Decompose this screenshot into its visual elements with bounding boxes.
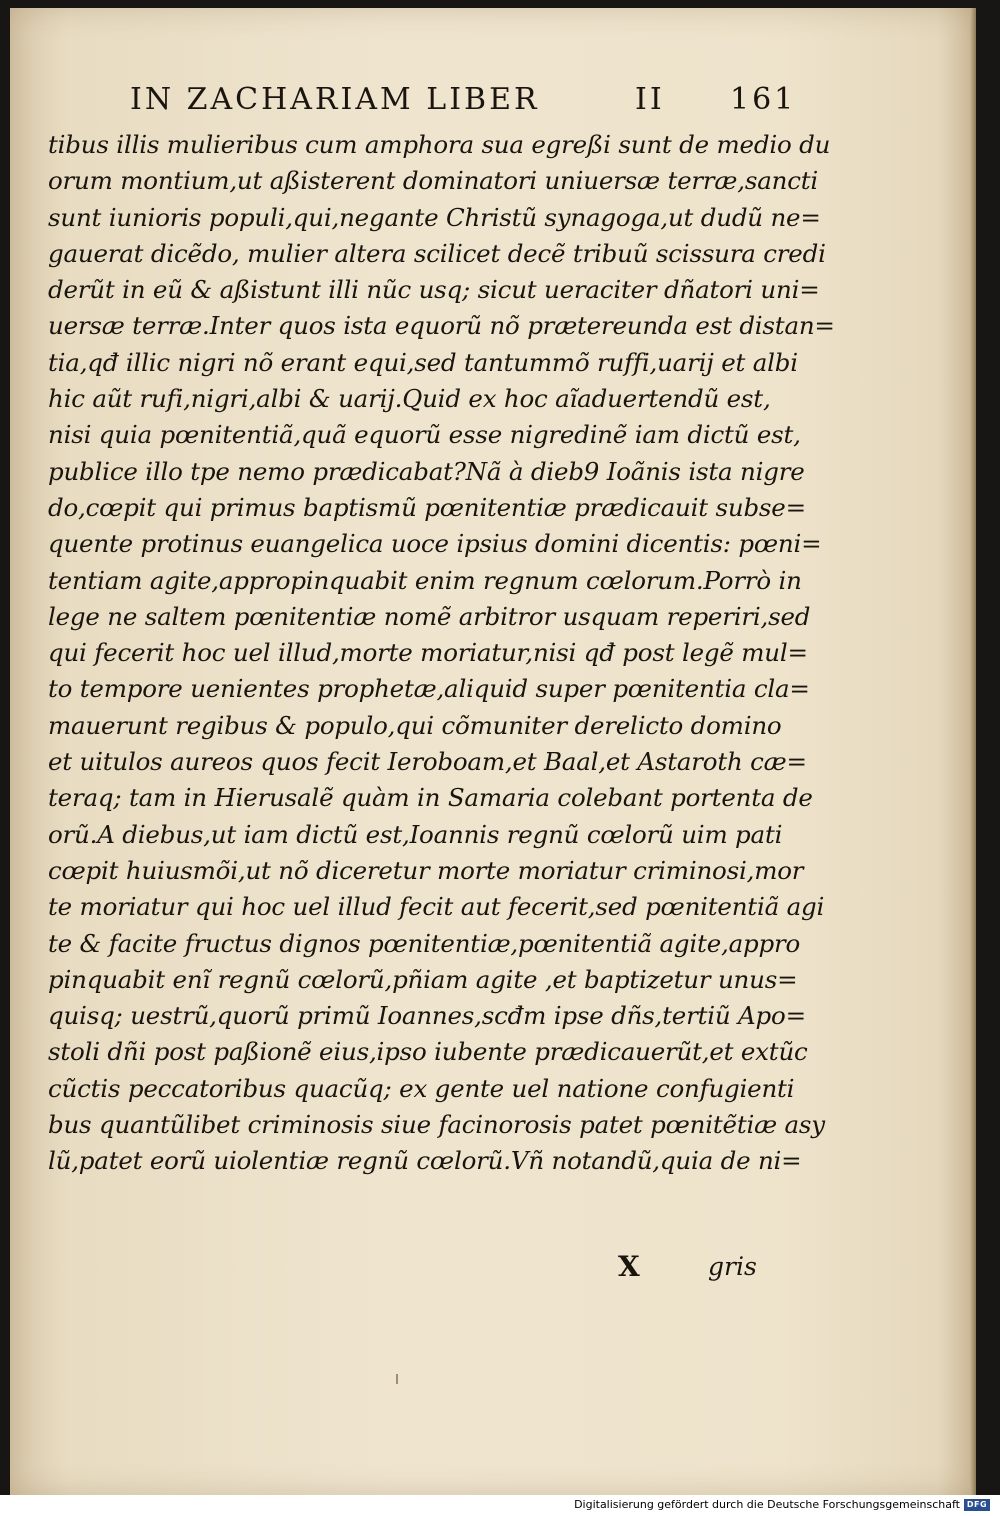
text-line: te moriatur qui hoc uel illud fecit aut fecerit,sed pœnitentiã agi xyxy=(48,892,825,922)
text-line: quente protinus euangelica uoce ipsius domini dicentis: pœni= xyxy=(48,529,822,559)
book-number: II xyxy=(635,82,665,117)
running-head xyxy=(130,82,797,117)
funding-credit: Digitalisierung gefördert durch die Deutsche Forschungsgemeinschaft xyxy=(574,1498,960,1511)
text-line: publice illo tpe nemo prædicabat?Nã à dieb9 Ioãnis ista nigre xyxy=(48,456,805,486)
text-line: et uitulos aureos quos fecit Ieroboam,et Baal,et Astaroth cæ= xyxy=(48,747,807,777)
text-line: gauerat dicẽdo, mulier altera scilicet decẽ tribuũ scissura credi xyxy=(48,238,826,268)
text-line: to tempore uenientes prophetæ,aliquid super pœnitentia cla= xyxy=(48,674,810,704)
text-line: cũctis peccatoribus quacũq; ex gente uel natione confugienti xyxy=(48,1073,795,1103)
text-line: stoli dñi post paßionẽ eius,ipso iubente prædicauerũt,et extũc xyxy=(48,1037,808,1067)
page-edge xyxy=(970,8,976,1495)
running-title: IN ZACHARIAM LIBER xyxy=(130,82,540,117)
text-line: pinquabit enĩ regnũ cœlorũ,pñiam agite ,et baptizetur unus= xyxy=(48,964,798,994)
text-line: te & facite fructus dignos pœnitentiæ,pœnitentiã agite,appro xyxy=(48,928,801,958)
catchword: gris xyxy=(708,1252,757,1281)
text-line: nisi quia pœnitentiã,quã equorũ esse nigredinẽ iam dictũ est, xyxy=(48,420,801,450)
text-line: cœpit huiusmõi,ut nõ diceretur morte moriatur criminosi,mor xyxy=(48,855,804,885)
text-line: qui fecerit hoc uel illud,morte moriatur,nisi qđ post legẽ mul= xyxy=(48,638,808,668)
text-line: tentiam agite,appropinquabit enim regnum cœlorum.Porrò in xyxy=(48,565,802,595)
signature-mark: X xyxy=(618,1250,640,1283)
text-line: bus quantũlibet criminosis siue facinorosis patet pœnitẽtiæ asy xyxy=(48,1110,825,1140)
footer-bar xyxy=(0,1495,1000,1516)
text-line: lege ne saltem pœnitentiæ nomẽ arbitror usquam reperiri,sed xyxy=(48,601,811,631)
paper-speck xyxy=(396,1374,398,1384)
dfg-logo-icon[interactable]: DFG xyxy=(964,1499,990,1511)
text-line: sunt iunioris populi,qui,negante Christũ synagoga,ut dudũ ne= xyxy=(48,202,821,232)
body-text xyxy=(48,127,835,1180)
text-line: quisq; uestrũ,quorũ primũ Ioannes,scđm ipse dñs,tertiũ Apo= xyxy=(48,1001,806,1031)
text-line: uersæ terræ.Inter quos ista equorũ nõ prætereunda est distan= xyxy=(48,311,835,341)
text-line: orum montium,ut aßisterent dominatori uniuersæ terræ,sancti xyxy=(48,166,818,196)
text-line: lũ,patet eorũ uiolentiæ regnũ cœlorũ.Vñ notandũ,quia de ni= xyxy=(48,1146,802,1176)
text-line: teraq; tam in Hierusalẽ quàm in Samaria colebant portenta de xyxy=(48,783,813,813)
folio-number: 161 xyxy=(730,82,797,117)
text-line: hic aũt rufi,nigri,albi & uarij.Quid ex hoc aĩaduertendũ est, xyxy=(48,384,771,414)
text-line: orũ.A diebus,ut iam dictũ est,Ioannis regnũ cœlorũ uim pati xyxy=(48,819,783,849)
text-line: derũt in eũ & aßistunt illi nũc usq; sicut ueraciter dñatori uni= xyxy=(48,275,820,305)
text-line: tia,qđ illic nigri nõ erant equi,sed tantummõ ruffi,uarij et albi xyxy=(48,347,798,377)
text-line: do,cœpit qui primus baptismũ pœnitentiæ prædicauit subse= xyxy=(48,492,806,522)
text-line: mauerunt regibus & populo,qui cõmuniter derelicto domino xyxy=(48,710,782,740)
text-line: tibus illis mulieribus cum amphora sua egreßi sunt de medio du xyxy=(48,130,831,159)
